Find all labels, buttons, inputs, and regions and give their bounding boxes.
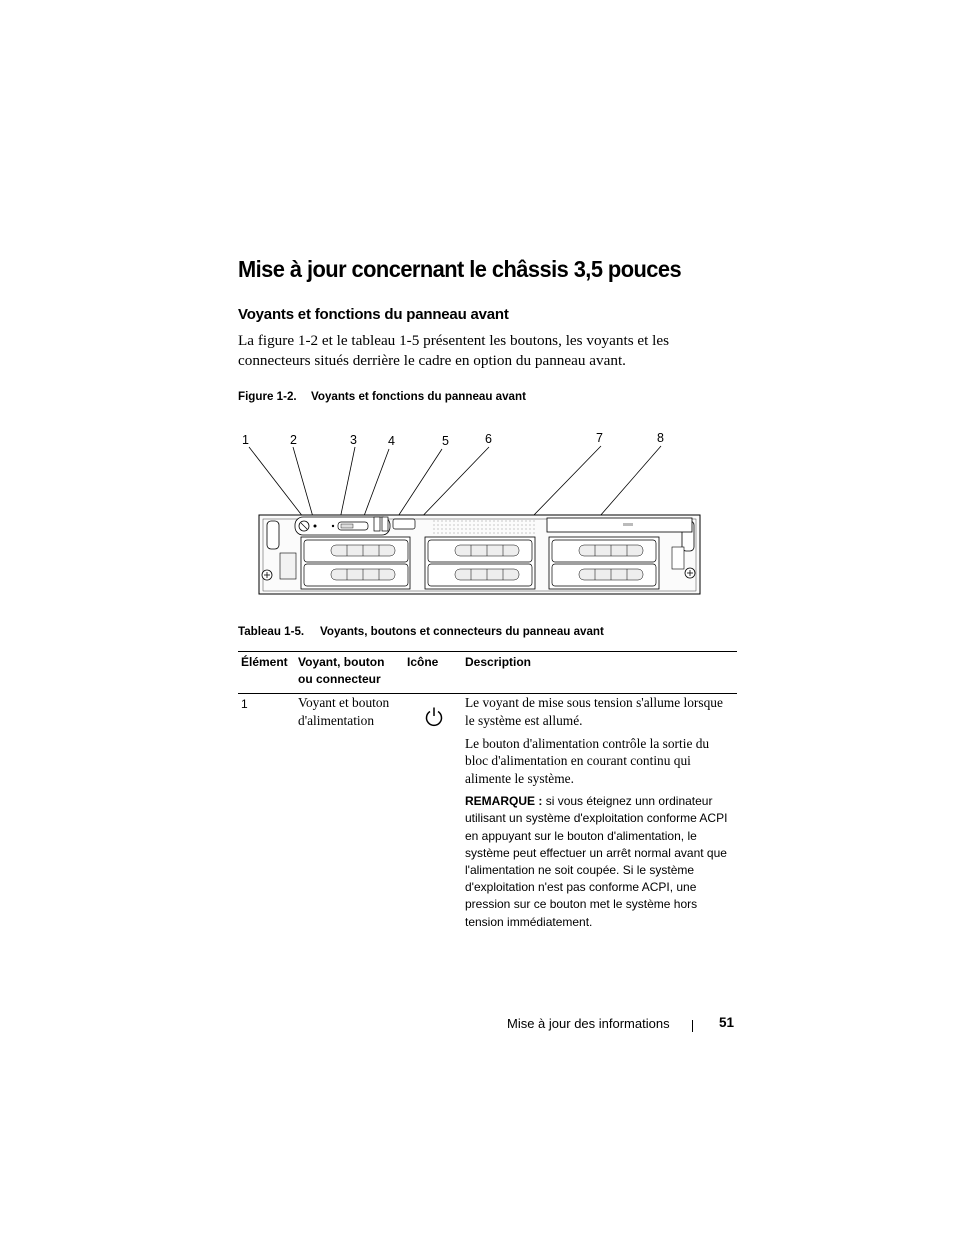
page-title: Mise à jour concernant le châssis 3,5 pouces <box>238 256 682 282</box>
front-panel-figure <box>235 425 705 600</box>
callout-1: 1 <box>242 433 249 447</box>
table-caption-title: Voyants, boutons et connecteurs du panneau avant <box>320 625 604 638</box>
row-element: 1 <box>241 697 248 711</box>
figure-caption <box>238 390 526 403</box>
callout-6: 6 <box>485 432 492 446</box>
page-number: 51 <box>719 1015 735 1030</box>
row-description <box>465 694 735 936</box>
header-icon: Icône <box>407 655 439 669</box>
row-item: Voyant et bouton d'alimentation <box>298 695 390 728</box>
header-description: Description <box>465 655 532 669</box>
header-element: Élément <box>241 655 288 669</box>
figure-caption-number: Figure 1-2. <box>238 390 297 403</box>
table-caption <box>238 625 604 638</box>
server-chassis <box>259 515 700 594</box>
callout-3: 3 <box>350 433 357 447</box>
power-icon <box>424 706 444 728</box>
note-paragraph <box>465 793 735 931</box>
note-label: REMARQUE : <box>465 794 543 809</box>
table-top-rule <box>238 651 737 652</box>
note-text: si vous éteignez unn ordinateur utilisant un système d'exploitation conforme ACPI en appuyant sur le bouton d'alimentation, le système peut effectuer un arrêt normal avant que l'alimentation ne soit coupée. Si le système d'exploitation n'est pas conforme ACPI, une pression sur ce bouton met le système hors tension immédiatement. <box>465 794 728 929</box>
callout-7: 7 <box>596 431 603 445</box>
header-item: Voyant, bouton ou connecteur <box>298 655 385 686</box>
callout-8: 8 <box>657 431 664 445</box>
description-paragraph-1: Le voyant de mise sous tension s'allume lorsque le système est allumé. <box>465 695 723 728</box>
footer-separator <box>692 1020 693 1032</box>
intro-paragraph: La figure 1-2 et le tableau 1-5 présentent les boutons, les voyants et les connecteurs situés derrière le cadre en option du panneau avant. <box>238 332 670 369</box>
callout-2: 2 <box>290 433 297 447</box>
footer-text: Mise à jour des informations <box>507 1016 670 1031</box>
table-caption-number: Tableau 1-5. <box>238 625 305 638</box>
description-paragraph-2: Le bouton d'alimentation contrôle la sortie du bloc d'alimentation en courant continu qui alimente le système. <box>465 736 710 786</box>
callout-4: 4 <box>388 434 395 448</box>
callout-5: 5 <box>442 434 449 448</box>
figure-caption-title: Voyants et fonctions du panneau avant <box>311 390 526 403</box>
section-heading: Voyants et fonctions du panneau avant <box>238 306 509 323</box>
